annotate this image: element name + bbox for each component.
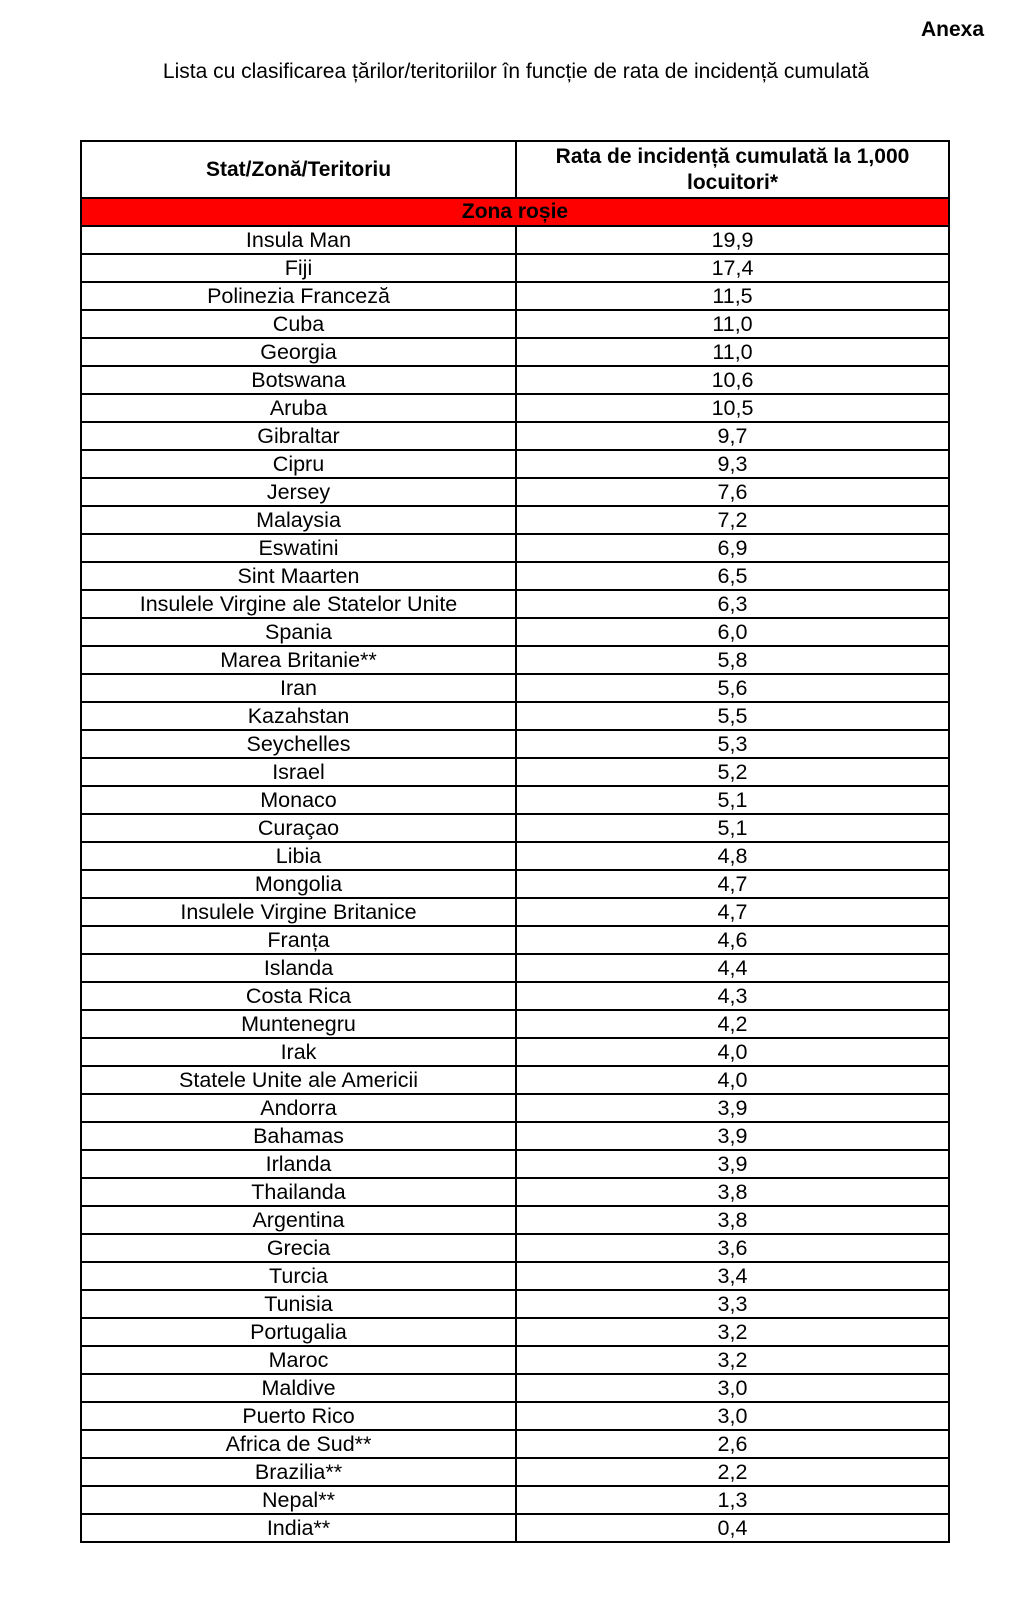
zone-row	[81, 198, 949, 226]
country-cell: Tunisia	[81, 1290, 516, 1318]
rate-cell: 5,1	[516, 786, 949, 814]
rate-cell: 9,7	[516, 422, 949, 450]
country-cell: Cipru	[81, 450, 516, 478]
country-cell: Sint Maarten	[81, 562, 516, 590]
table-row	[81, 954, 949, 982]
country-cell: Andorra	[81, 1094, 516, 1122]
table-row	[81, 926, 949, 954]
country-incidence-table	[80, 140, 950, 1543]
rate-cell: 3,6	[516, 1234, 949, 1262]
table-row	[81, 842, 949, 870]
table-row	[81, 1150, 949, 1178]
table-row	[81, 1094, 949, 1122]
rate-cell: 5,3	[516, 730, 949, 758]
table-row	[81, 786, 949, 814]
country-cell: Botswana	[81, 366, 516, 394]
country-cell: Insulele Virgine ale Statelor Unite	[81, 590, 516, 618]
table-row	[81, 618, 949, 646]
country-cell: Cuba	[81, 310, 516, 338]
country-cell: Portugalia	[81, 1318, 516, 1346]
table-row	[81, 1038, 949, 1066]
rate-cell: 2,6	[516, 1430, 949, 1458]
rate-cell: 4,3	[516, 982, 949, 1010]
country-cell: Maldive	[81, 1374, 516, 1402]
country-cell: Aruba	[81, 394, 516, 422]
rate-cell: 3,9	[516, 1150, 949, 1178]
country-cell: India**	[81, 1514, 516, 1542]
rate-cell: 4,6	[516, 926, 949, 954]
table-row	[81, 1514, 949, 1542]
table-row	[81, 1318, 949, 1346]
table-row	[81, 338, 949, 366]
country-cell: Monaco	[81, 786, 516, 814]
country-cell: Franța	[81, 926, 516, 954]
rate-cell: 4,7	[516, 870, 949, 898]
table-row	[81, 1178, 949, 1206]
rate-cell: 5,8	[516, 646, 949, 674]
country-cell: Bahamas	[81, 1122, 516, 1150]
table-row	[81, 1290, 949, 1318]
country-cell: Maroc	[81, 1346, 516, 1374]
country-cell: Turcia	[81, 1262, 516, 1290]
annex-label: Anexa	[920, 18, 984, 41]
column-header-country: Stat/Zonă/Teritoriu	[81, 141, 516, 198]
rate-cell: 1,3	[516, 1486, 949, 1514]
table-row	[81, 646, 949, 674]
country-cell: Libia	[81, 842, 516, 870]
table-row	[81, 674, 949, 702]
rate-cell: 17,4	[516, 254, 949, 282]
country-cell: Mongolia	[81, 870, 516, 898]
rate-cell: 6,0	[516, 618, 949, 646]
country-cell: Africa de Sud**	[81, 1430, 516, 1458]
country-cell: Nepal**	[81, 1486, 516, 1514]
rate-cell: 11,0	[516, 338, 949, 366]
table-row	[81, 226, 949, 254]
country-cell: Eswatini	[81, 534, 516, 562]
rate-cell: 10,5	[516, 394, 949, 422]
rate-cell: 6,9	[516, 534, 949, 562]
rate-cell: 4,0	[516, 1066, 949, 1094]
table-row	[81, 282, 949, 310]
table-row	[81, 254, 949, 282]
country-cell: Insulele Virgine Britanice	[81, 898, 516, 926]
rate-cell: 5,1	[516, 814, 949, 842]
country-cell: Marea Britanie**	[81, 646, 516, 674]
table-row	[81, 590, 949, 618]
table-row	[81, 394, 949, 422]
table-row	[81, 534, 949, 562]
table-row	[81, 422, 949, 450]
table-row	[81, 1374, 949, 1402]
rate-cell: 5,5	[516, 702, 949, 730]
rate-cell: 9,3	[516, 450, 949, 478]
rate-cell: 11,0	[516, 310, 949, 338]
table-row	[81, 450, 949, 478]
table-row	[81, 730, 949, 758]
country-cell: Georgia	[81, 338, 516, 366]
country-cell: Puerto Rico	[81, 1402, 516, 1430]
table-row	[81, 898, 949, 926]
country-cell: Seychelles	[81, 730, 516, 758]
table-row	[81, 814, 949, 842]
rate-cell: 4,8	[516, 842, 949, 870]
column-header-rate: Rata de incidență cumulată la 1,000 locuitori*	[516, 141, 949, 198]
rate-cell: 3,3	[516, 1290, 949, 1318]
rate-cell: 3,9	[516, 1122, 949, 1150]
rate-cell: 3,2	[516, 1346, 949, 1374]
rate-cell: 3,9	[516, 1094, 949, 1122]
country-cell: Iran	[81, 674, 516, 702]
table-row	[81, 478, 949, 506]
table-body	[81, 198, 949, 1542]
rate-cell: 19,9	[516, 226, 949, 254]
table-row	[81, 982, 949, 1010]
table-row	[81, 1066, 949, 1094]
rate-cell: 5,2	[516, 758, 949, 786]
country-cell: Costa Rica	[81, 982, 516, 1010]
country-cell: Islanda	[81, 954, 516, 982]
rate-cell: 4,2	[516, 1010, 949, 1038]
table-row	[81, 1430, 949, 1458]
country-cell: Spania	[81, 618, 516, 646]
table-row	[81, 366, 949, 394]
country-cell: Israel	[81, 758, 516, 786]
rate-cell: 3,0	[516, 1402, 949, 1430]
table-row	[81, 1122, 949, 1150]
country-cell: Irak	[81, 1038, 516, 1066]
country-cell: Insula Man	[81, 226, 516, 254]
country-cell: Argentina	[81, 1206, 516, 1234]
zone-label: Zona roșie	[81, 198, 949, 226]
country-cell: Jersey	[81, 478, 516, 506]
country-cell: Grecia	[81, 1234, 516, 1262]
table-row	[81, 758, 949, 786]
country-cell: Brazilia**	[81, 1458, 516, 1486]
country-cell: Thailanda	[81, 1178, 516, 1206]
table-row	[81, 1458, 949, 1486]
rate-cell: 3,8	[516, 1178, 949, 1206]
table-header-row	[81, 141, 949, 198]
country-cell: Polinezia Franceză	[81, 282, 516, 310]
rate-cell: 10,6	[516, 366, 949, 394]
country-cell: Muntenegru	[81, 1010, 516, 1038]
rate-cell: 4,0	[516, 1038, 949, 1066]
rate-cell: 5,6	[516, 674, 949, 702]
country-cell: Statele Unite ale Americii	[81, 1066, 516, 1094]
table-row	[81, 562, 949, 590]
rate-cell: 0,4	[516, 1514, 949, 1542]
table-row	[81, 1234, 949, 1262]
table-row	[81, 1262, 949, 1290]
country-cell: Malaysia	[81, 506, 516, 534]
table-row	[81, 702, 949, 730]
country-cell: Irlanda	[81, 1150, 516, 1178]
country-cell: Curaçao	[81, 814, 516, 842]
rate-cell: 3,0	[516, 1374, 949, 1402]
rate-cell: 3,2	[516, 1318, 949, 1346]
table-row	[81, 310, 949, 338]
rate-cell: 4,4	[516, 954, 949, 982]
table-row	[81, 1010, 949, 1038]
rate-cell: 11,5	[516, 282, 949, 310]
rate-cell: 7,6	[516, 478, 949, 506]
rate-cell: 2,2	[516, 1458, 949, 1486]
rate-cell: 6,3	[516, 590, 949, 618]
country-cell: Fiji	[81, 254, 516, 282]
country-cell: Kazahstan	[81, 702, 516, 730]
rate-cell: 6,5	[516, 562, 949, 590]
rate-cell: 7,2	[516, 506, 949, 534]
table-row	[81, 1346, 949, 1374]
country-cell: Gibraltar	[81, 422, 516, 450]
table-row	[81, 1486, 949, 1514]
table-row	[81, 1402, 949, 1430]
rate-cell: 3,4	[516, 1262, 949, 1290]
rate-cell: 3,8	[516, 1206, 949, 1234]
rate-cell: 4,7	[516, 898, 949, 926]
table-row	[81, 1206, 949, 1234]
table-row	[81, 506, 949, 534]
table-row	[81, 870, 949, 898]
document-subtitle: Lista cu clasificarea țărilor/teritoriilor în funcție de rata de incidență cumulată	[162, 60, 870, 83]
